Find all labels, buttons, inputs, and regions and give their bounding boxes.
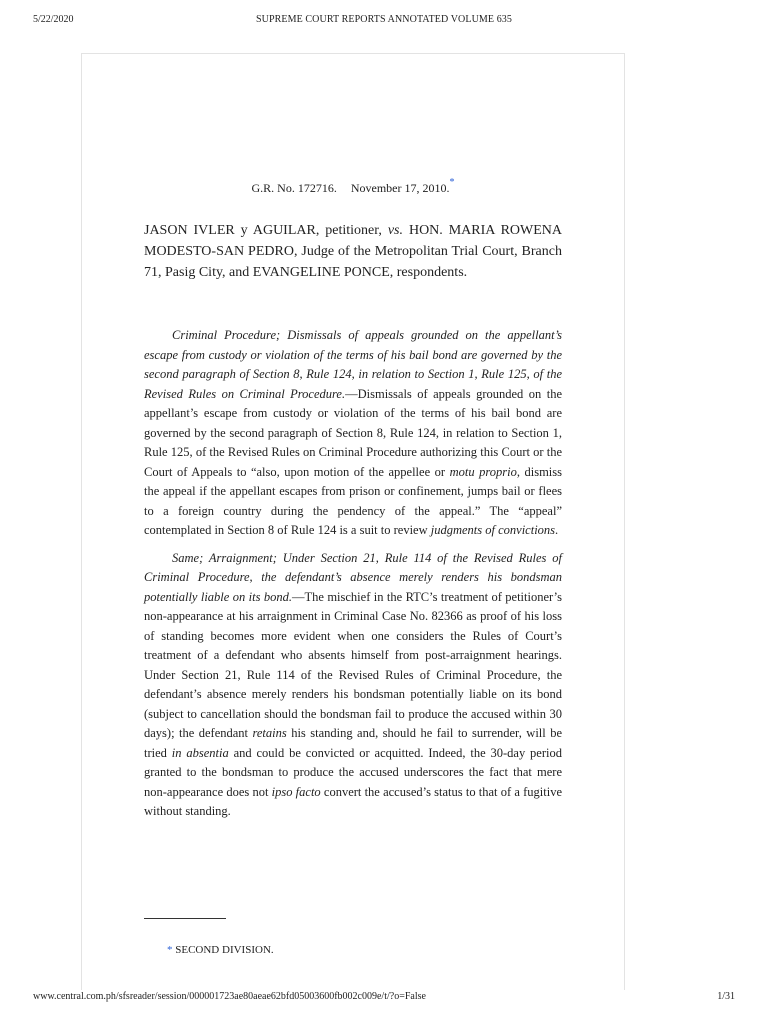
syllabus-text: .: [555, 523, 559, 537]
print-url: www.central.com.ph/sfsreader/session/000001723ae80aeae62bfd05003600fb002c009e/t/?o=False: [33, 991, 426, 1002]
print-date: 5/22/2020: [33, 14, 74, 25]
syllabus-paragraph-1: [144, 326, 562, 541]
print-header: [0, 14, 768, 30]
footnote-reference[interactable]: *: [449, 177, 455, 188]
syllabus-text: , dismiss the appeal if the appellant escapes from prison or confinement, jumps bail or flees to a foreign country during the pendency of the appeal.” The “appeal” contemplated in Section 8 of Rule 124 is a suit to review: [144, 464, 563, 537]
print-title: SUPREME COURT REPORTS ANNOTATED VOLUME 635: [255, 14, 513, 25]
syllabus-paragraph-2: [144, 549, 562, 822]
case-parties: [144, 220, 562, 283]
case-date: November 17, 2010.: [350, 181, 450, 195]
case-header: [82, 179, 624, 196]
syllabus-emphasis: in absentia: [171, 745, 229, 760]
page-number: 1/31: [717, 991, 735, 1002]
syllabus-text: and could be convicted or acquitted. Indeed, the 30-day period granted to the bondsman to produce the accused underscores the fact that mere non-appearance does not: [144, 745, 562, 799]
syllabus-emphasis: judgments of convictions: [430, 523, 556, 537]
syllabus-text: —Dismissals of appeals grounded on the appellant’s escape from custody or violation of the terms of his bail bond are governed by the second paragraph of Section 8, Rule 124, in relation to Section 1, Rule 125, of the Revised Rules on Criminal Procedure authorizing this Court or the Court of Appeals to “also, upon motion of the appellee or: [144, 386, 562, 479]
syllabus-text: his standing and, should he fail to surrender, will be tried: [144, 726, 562, 760]
footnote-mark[interactable]: *: [167, 944, 173, 956]
footnote-text: SECOND DIVISION.: [175, 944, 274, 956]
syllabus-emphasis: retains: [252, 726, 287, 740]
syllabus-heading-1: Criminal Procedure; Dismissals of appeals grounded on the appellant’s escape from custody or violation of the terms of his bail bond are governed by the second paragraph of Section 8, Rule 124, in relation to Section 1, Rule 125, of the Revised Rules on Criminal Procedure.: [144, 328, 562, 401]
syllabus-emphasis: ipso facto: [271, 784, 321, 799]
print-footer: [0, 991, 768, 1007]
syllabus-text: convert the accused’s status to that of a fugitive without standing.: [144, 784, 562, 818]
syllabus: [144, 326, 562, 830]
footnote-divider: [144, 918, 226, 919]
document-page: [81, 53, 625, 990]
syllabus-heading-2: Same; Arraignment; Under Section 21, Rule 114 of the Revised Rules of Criminal Procedure, the defendant’s absence merely renders his bondsman potentially liable on its bond.: [144, 550, 562, 604]
syllabus-emphasis: motu proprio: [449, 464, 517, 479]
versus: vs.: [387, 223, 403, 238]
petitioner: JASON IVLER y AGUILAR, petitioner,: [144, 223, 382, 238]
gr-number: G.R. No. 172716.: [251, 181, 337, 195]
respondents: HON. MARIA ROWENA MODESTO-SAN PEDRO, Judge of the Metropolitan Trial Court, Branch 71, Pasig City, and EVANGELINE PONCE, respondents.: [144, 223, 563, 280]
syllabus-text: —The mischief in the RTC’s treatment of petitioner’s non-appearance at his arraignment in Criminal Case No. 82366 as proof of his loss of standing becomes more evident when one considers the Rules of Court’s treatment of a defendant who absents himself from post-arraignment hearings. Under Section 21, Rule 114 of the Revised Rules of Criminal Procedure, the defendant’s absence merely renders his bondsman potentially liable on its bond (subject to cancellation should the bondsman fail to produce the accused within 30 days); the defendant: [144, 589, 562, 740]
footnote: [167, 944, 274, 956]
